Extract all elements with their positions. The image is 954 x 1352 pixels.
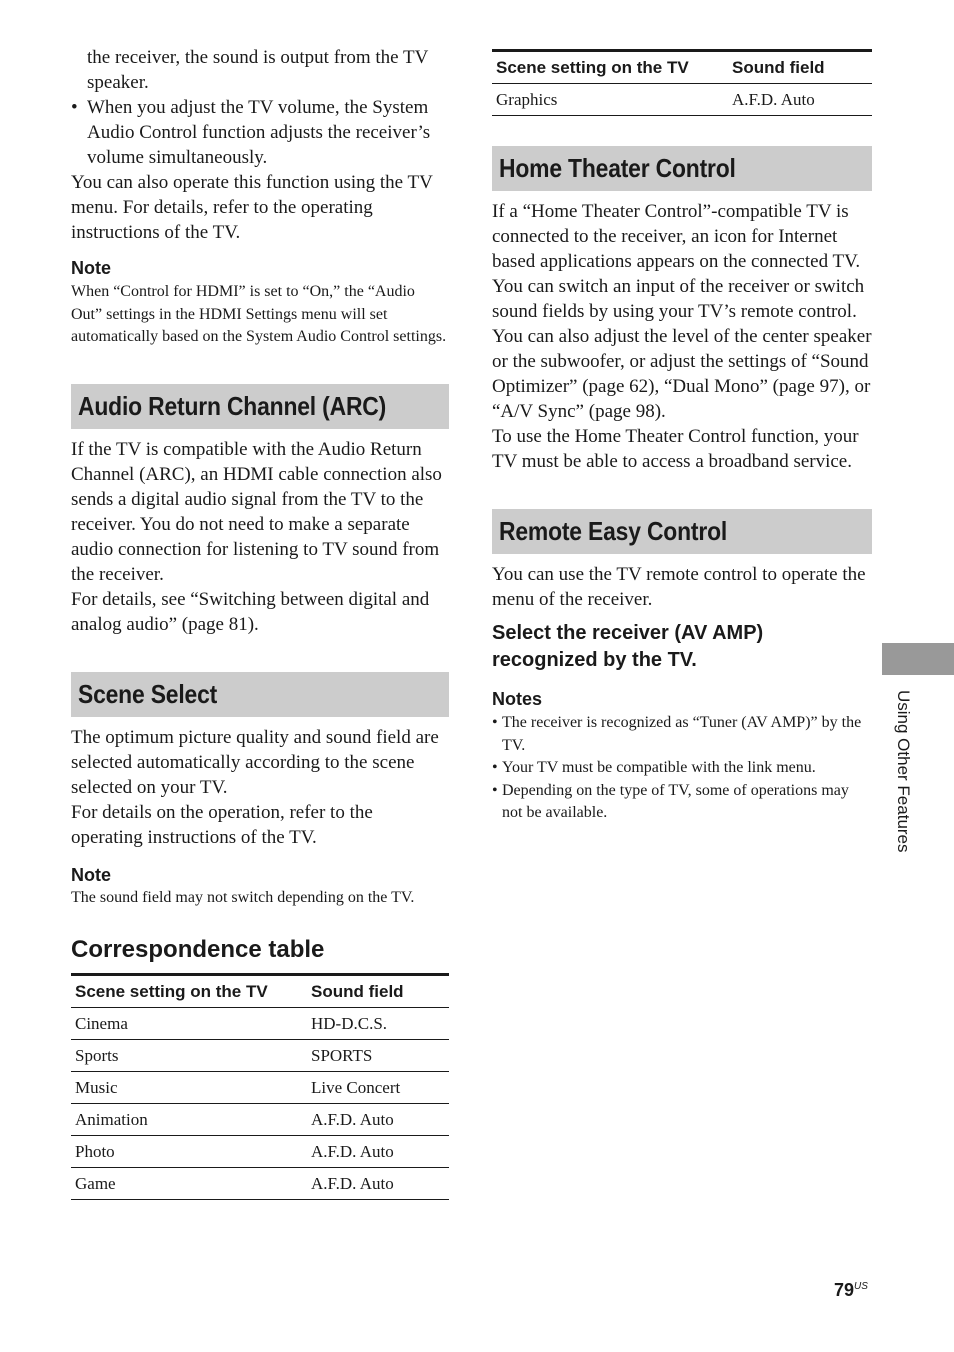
section-header-scene-select: Scene Select xyxy=(71,672,449,717)
table-cell: Photo xyxy=(71,1136,307,1168)
left-column xyxy=(71,45,449,1200)
htc-paragraph-3: To use the Home Theater Control function, your TV must be able to access a broadband service. xyxy=(492,426,859,472)
correspondence-table-continued xyxy=(492,49,872,116)
table-cell: Live Concert xyxy=(307,1072,449,1104)
table-cell: Game xyxy=(71,1168,307,1200)
section-header-remote-easy-control: Remote Easy Control xyxy=(492,509,872,554)
table-row xyxy=(71,1040,449,1072)
chapter-tab xyxy=(882,643,954,675)
notes-list xyxy=(492,712,872,825)
page-number: $79^{US}$ xyxy=(834,1280,868,1300)
table-row xyxy=(71,1168,449,1200)
scene-paragraph-2: For details on the operation, refer to the operating instructions of the TV. xyxy=(71,801,373,848)
correspondence-table-title: Correspondence table xyxy=(71,936,325,963)
table-row xyxy=(71,1072,449,1104)
list-item: • Your TV must be compatible with the link menu. xyxy=(492,757,872,780)
table-cell: Cinema xyxy=(71,1008,307,1040)
column-header: Sound field xyxy=(728,51,872,84)
table-header-row xyxy=(492,51,872,84)
list-item: • Depending on the type of TV, some of operations may not be available. xyxy=(492,780,872,825)
arc-paragraph-1: If the TV is compatible with the Audio Return Channel (ARC), an HDMI cable connection also sends a digital audio signal from the TV to the receiver. You do not need to make a separate audio connection for listening to TV sound from the receiver. xyxy=(71,438,442,585)
table-header-row xyxy=(71,975,449,1008)
table-cell: A.F.D. Auto xyxy=(307,1136,449,1168)
column-header: Scene setting on the TV xyxy=(492,51,728,84)
arc-paragraph-2: For details, see “Switching between digital and analog audio” (page 81). xyxy=(71,588,430,635)
table-row xyxy=(71,1104,449,1136)
section-header-home-theater-control: Home Theater Control xyxy=(492,146,872,191)
list-item: • The receiver is recognized as “Tuner (AV AMP)” by the TV. xyxy=(492,712,872,757)
note-text: The sound field may not switch depending on the TV. xyxy=(71,888,415,906)
table-cell: Music xyxy=(71,1072,307,1104)
correspondence-table xyxy=(71,973,449,1200)
table-cell: A.F.D. Auto xyxy=(728,84,872,116)
htc-paragraph-1: If a “Home Theater Control”-compatible TV is connected to the receiver, an icon for Internet based applications appears on the connected TV. xyxy=(492,201,861,272)
note-text: When “Control for HDMI” is set to “On,” the “Audio Out” settings in the HDMI Settings menu will set automatically based on the System Audio Control settings. xyxy=(71,283,447,345)
rec-subheading: Select the receiver (AV AMP) recognized by the TV. xyxy=(492,622,764,671)
table-cell: Sports xyxy=(71,1040,307,1072)
table-row xyxy=(492,84,872,116)
table-cell: Animation xyxy=(71,1104,307,1136)
column-header: Sound field xyxy=(307,975,449,1008)
table-cell: A.F.D. Auto xyxy=(307,1104,449,1136)
column-header: Scene setting on the TV xyxy=(71,975,307,1008)
notes-heading: Notes xyxy=(492,689,543,709)
chapter-side-label: Using Other Features xyxy=(894,690,913,853)
right-column xyxy=(492,45,872,825)
table-cell: HD-D.C.S. xyxy=(307,1008,449,1040)
section-header-arc: Audio Return Channel (ARC) xyxy=(71,384,449,429)
table-cell: Graphics xyxy=(492,84,728,116)
page-suffix: US xyxy=(854,1281,868,1292)
bullet-mark: • xyxy=(71,97,78,118)
note-heading: Note xyxy=(71,258,111,278)
table-cell: SPORTS xyxy=(307,1040,449,1072)
table-row xyxy=(71,1136,449,1168)
table-cell: A.F.D. Auto xyxy=(307,1168,449,1200)
scene-paragraph-1: The optimum picture quality and sound field are selected automatically according to the scene selected on your TV. xyxy=(71,726,439,798)
htc-paragraph-2: You can switch an input of the receiver or switch sound fields by using your TV’s remote control. You can also adjust the level of the center speaker or the subwoofer, or adjust the settings of “Sound Optimizer” (page 62), “Dual Mono” (page 97), or “A/V Sync” (page 98). xyxy=(492,276,872,422)
intro-bullet-text: When you adjust the TV volume, the System Audio Control function adjusts the receiver’s volume simultaneously. xyxy=(87,97,431,168)
intro-bullet xyxy=(71,95,449,170)
table-row xyxy=(71,1008,449,1040)
note-heading: Note xyxy=(71,864,111,885)
intro-paragraph: You can also operate this function using the TV menu. For details, refer to the operating instructions of the TV. xyxy=(71,172,433,243)
rec-paragraph: You can use the TV remote control to operate the menu of the receiver. xyxy=(492,564,866,610)
intro-continuation: the receiver, the sound is output from the TV speaker. xyxy=(87,47,428,93)
